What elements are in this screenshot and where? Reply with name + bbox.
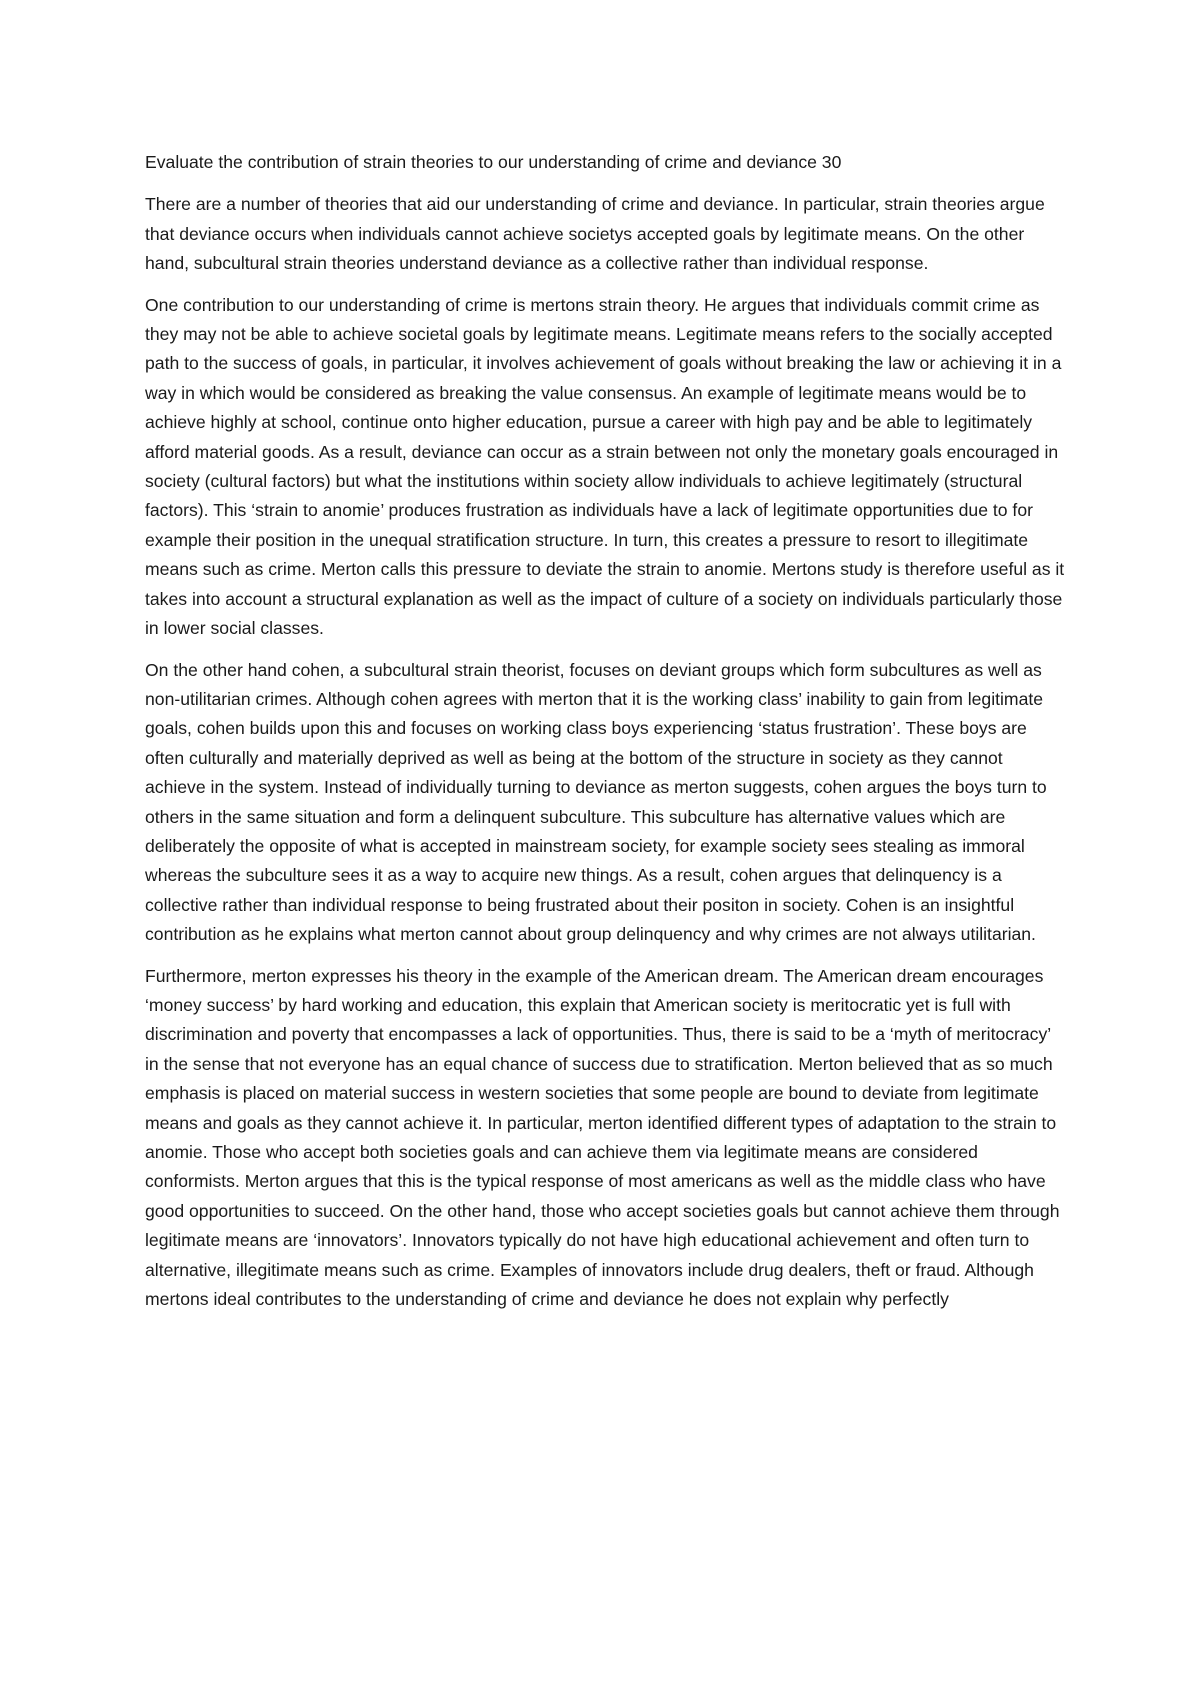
paragraph-cohen-subcultural-theory: On the other hand cohen, a subcultural strain theorist, focuses on deviant groups which form subcultures as well as non-utilitarian crimes. Although cohen agrees with merton that it is the working class’ inability to gain from legitimate goals, cohen builds upon this and focuses on working class boys experiencing ‘status frustration’. These boys are often culturally and materially deprived as well as being at the bottom of the structure in society as they cannot achieve in the system. Instead of individually turning to deviance as merton suggests, cohen argues the boys turn to others in the same situation and form a delinquent subculture. This subculture has alternative values which are deliberately the opposite of what is accepted in mainstream society, for example society sees stealing as immoral whereas the subculture sees it as a way to acquire new things. As a result, cohen argues that delinquency is a collective rather than individual response to being frustrated about their positon in society. Cohen is an insightful contribution as he explains what merton cannot about group delinquency and why crimes are not always utilitarian. (145, 659, 1047, 945)
paragraph-merton-strain-theory: One contribution to our understanding of crime is mertons strain theory. He argues that individuals commit crime as they may not be able to achieve societal goals by legitimate means. Legitimate means refers to the socially accepted path to the success of goals, in particular, it involves achievement of goals without breaking the law or achieving it in a way in which would be considered as breaking the value consensus. An example of legitimate means would be to achieve highly at school, continue onto higher education, pursue a career with high pay and be able to legitimately afford material goods. As a result, deviance can occur as a strain between not only the monetary goals encouraged in society (cultural factors) but what the institutions within society allow individuals to achieve legitimately (structural factors). This ‘strain to anomie’ produces frustration as individuals have a lack of legitimate opportunities due to for example their position in the unequal stratification structure. In turn, this creates a pressure to resort to illegitimate means such as crime. Merton calls this pressure to deviate the strain to anomie. Mertons study is therefore useful as it takes into account a structural explanation as well as the impact of culture of a society on individuals particularly those in lower social classes. (145, 294, 1065, 639)
essay-title: Evaluate the contribution of strain theories to our understanding of crime and deviance 30 (145, 152, 842, 172)
paragraph-introduction: There are a number of theories that aid our understanding of crime and deviance. In particular, strain theories argue that deviance occurs when individuals cannot achieve societys accepted goals by legitimate means. On the other hand, subcultural strain theories understand deviance as a collective rather than individual response. (145, 194, 1045, 274)
paragraph-american-dream: Furthermore, merton expresses his theory in the example of the American dream. The American dream encourages ‘money success’ by hard working and education, this explain that American society is meritocratic yet is full with discrimination and poverty that encompasses a lack of opportunities. Thus, there is said to be a ‘myth of meritocracy’ in the sense that not everyone has an equal chance of success due to stratification. Merton believed that as so much emphasis is placed on material success in western societies that some people are bound to deviate from legitimate means and goals as they cannot achieve it. In particular, merton identified different types of adaptation to the strain to anomie. Those who accept both societies goals and can achieve them via legitimate means are considered conformists. Merton argues that this is the typical response of most americans as well as the middle class who have good opportunities to succeed. On the other hand, those who accept societies goals but cannot achieve them through legitimate means are ‘innovators’. Innovators typically do not have high educational achievement and often turn to alternative, illegitimate means such as crime. Examples of innovators include drug dealers, theft or fraud. Although mertons ideal contributes to the understanding of crime and deviance he does not explain why perfectly (145, 965, 1060, 1310)
document-body (145, 148, 1065, 1326)
